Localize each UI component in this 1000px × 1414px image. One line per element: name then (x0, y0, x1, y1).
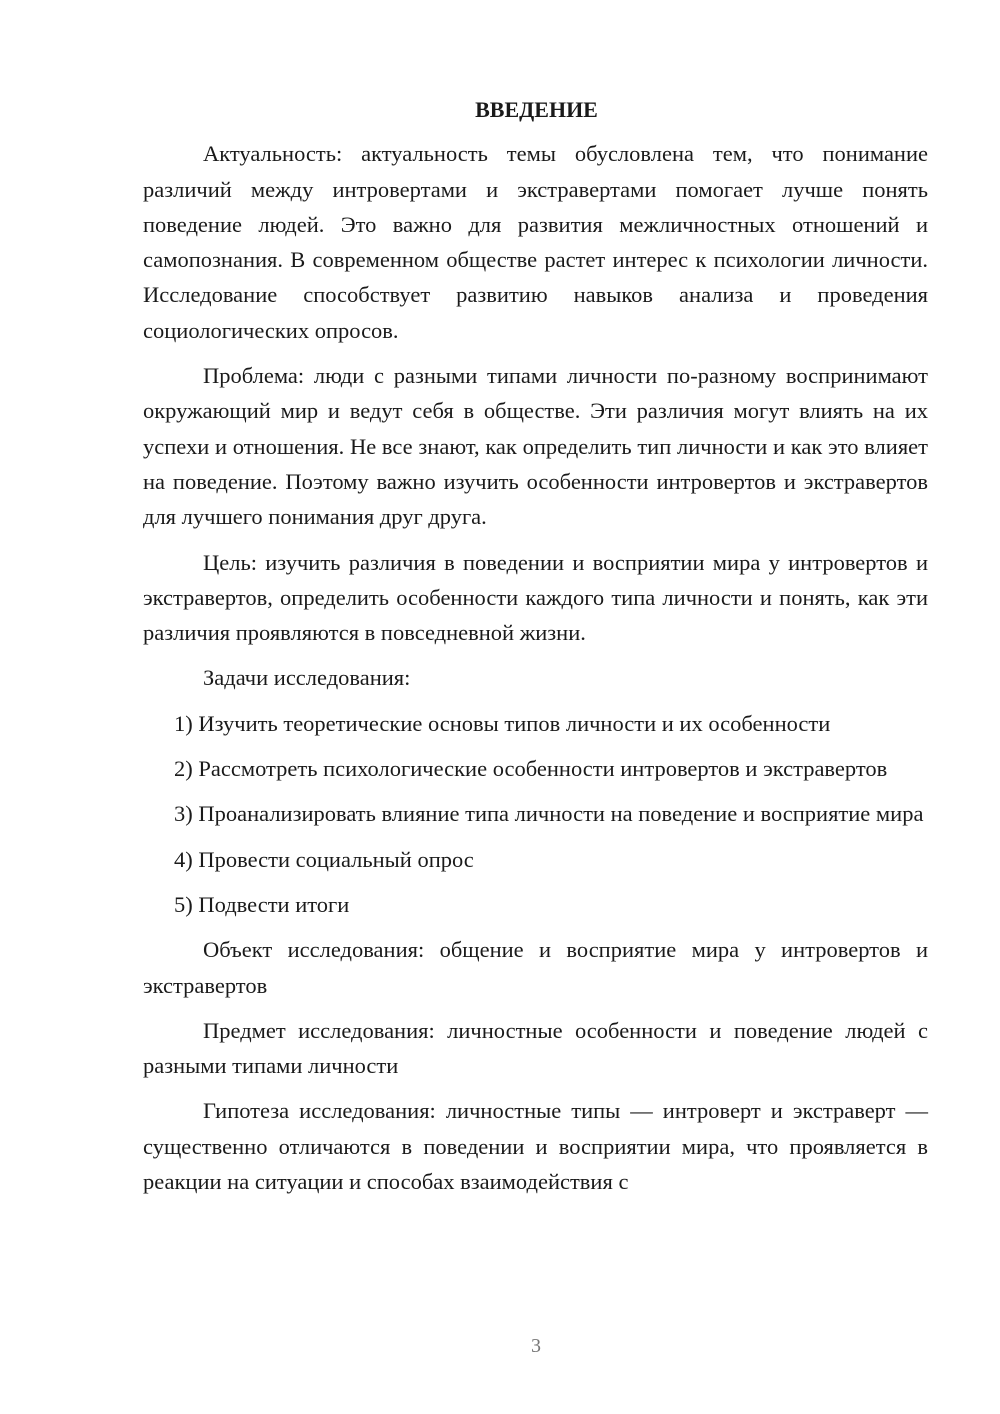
section-title: ВВЕДЕНИЕ (475, 97, 598, 122)
relevance-paragraph: Актуальность: актуальность темы обусловлена тем, что понимание различий между интровертами и экстравертами помогает лучше понять поведение людей. Это важно для развития межличностных отношений и самопознания. В современном обществе растет интерес к психологии личности. Исследование способствует развитию навыков анализа и проведения социологических опросов. (143, 141, 928, 343)
hypothesis-paragraph: Гипотеза исследования: личностные типы — интроверт и экстраверт — существенно отличаются в поведении и восприятии мира, что проявляется в реакции на ситуации и способах взаимодействия с (143, 1098, 928, 1195)
task-item-4: 4) Провести социальный опрос (174, 846, 474, 872)
task-item-2: 2) Рассмотреть психологические особенности интровертов и экстравертов (174, 756, 888, 782)
object-paragraph: Объект исследования: общение и восприятие мира у интровертов и экстравертов (143, 937, 928, 998)
task-item-1: 1) Изучить теоретические основы типов личности и их особенности (174, 710, 831, 736)
tasks-heading: Задачи исследования: (203, 665, 411, 691)
document-page (143, 92, 928, 1209)
goal-paragraph: Цель: изучить различия в поведении и восприятии мира у интровертов и экстравертов, определить особенности каждого типа личности и понять, как эти различия проявляются в повседневной жизни. (143, 549, 928, 646)
page-number: 3 (531, 1335, 541, 1357)
task-item-3: 3) Проанализировать влияние типа личности на поведение и восприятие мира (174, 801, 924, 827)
problem-paragraph: Проблема: люди с разными типами личности по-разному воспринимают окружающий мир и ведут себя в обществе. Эти различия могут влиять на их успехи и отношения. Не все знают, как определить тип личности и как это влияет на поведение. Поэтому важно изучить особенности интровертов и экстравертов для лучшего понимания друг друга. (143, 363, 928, 530)
task-item-5: 5) Подвести итоги (174, 891, 350, 917)
subject-paragraph: Предмет исследования: личностные особенности и поведение людей с разными типами личности (143, 1017, 928, 1079)
